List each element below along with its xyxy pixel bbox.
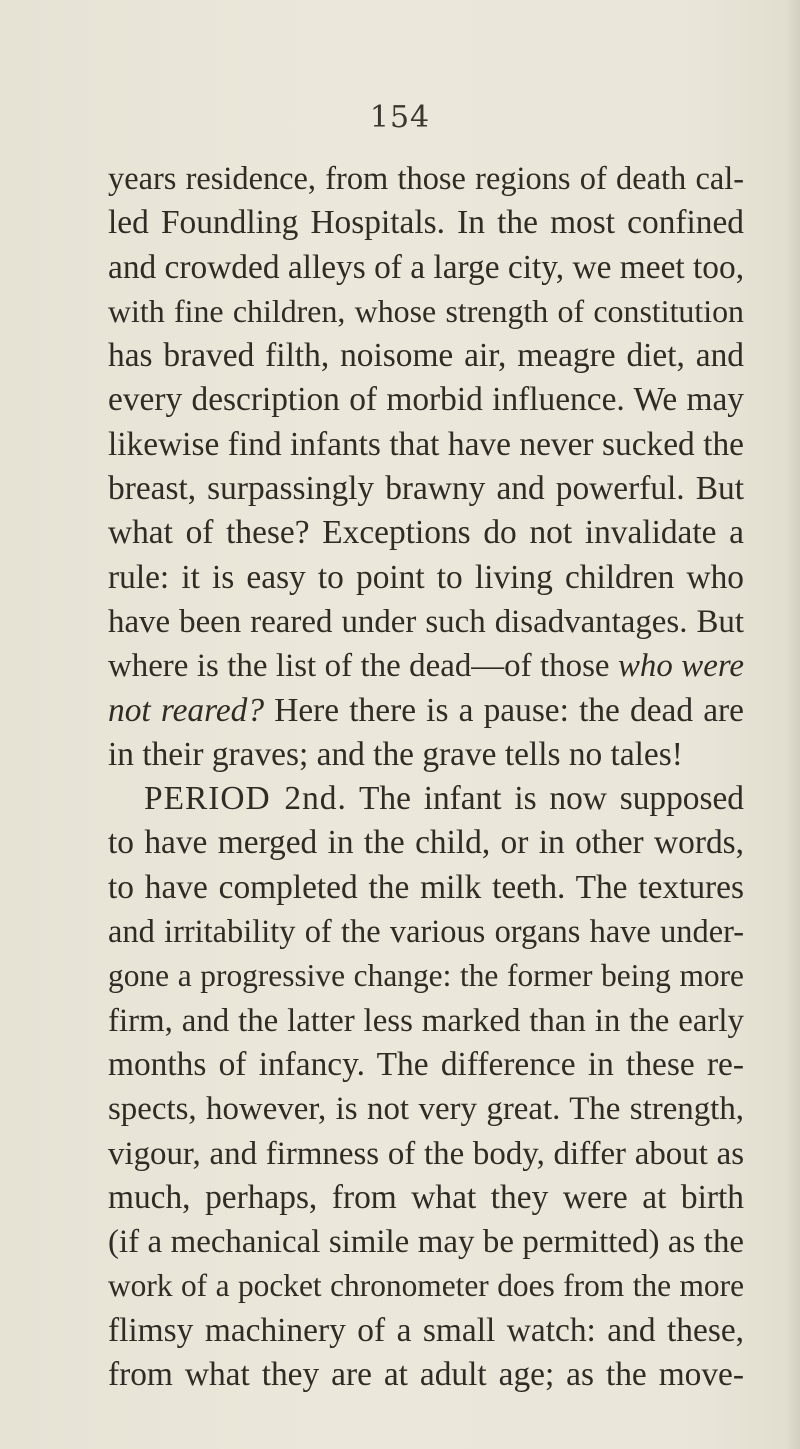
text-segment: rule: it is easy to point to living children who xyxy=(108,558,744,596)
text-line xyxy=(108,1264,744,1308)
text-line xyxy=(108,689,744,733)
text-segment: (if a mechanical simile may be permitted) as the xyxy=(108,1224,744,1261)
text-line xyxy=(108,1043,744,1087)
text-line xyxy=(108,1087,744,1131)
body-text xyxy=(108,157,744,1397)
text-line xyxy=(108,1220,744,1264)
text-segment: from what they are at adult age; as the move- xyxy=(108,1356,744,1394)
text-line xyxy=(108,733,744,777)
text-line xyxy=(108,423,744,467)
text-segment: months of infancy. The difference in these re- xyxy=(108,1045,744,1083)
text-segment: work of a pocket chronometer does from the more xyxy=(108,1268,744,1304)
italic-text-segment: not reared? xyxy=(108,691,265,729)
text-line xyxy=(108,821,744,865)
text-segment: years residence, from those regions of death cal- xyxy=(108,161,744,197)
text-line xyxy=(108,157,744,201)
text-line xyxy=(108,1353,744,1397)
text-line xyxy=(108,556,744,600)
text-segment: every description of morbid influence. We may xyxy=(108,381,744,419)
text-segment: to have completed the milk teeth. The textures xyxy=(108,868,744,906)
text-segment: led Foundling Hospitals. In the most confined xyxy=(108,204,744,242)
text-segment: and crowded alleys of a large city, we meet too, xyxy=(108,248,745,286)
text-line xyxy=(108,644,744,688)
text-line xyxy=(108,777,744,821)
text-line xyxy=(108,999,744,1043)
text-segment: where is the list of the dead—of those xyxy=(108,648,618,685)
text-line xyxy=(108,334,744,378)
text-segment: to have merged in the child, or in other words, xyxy=(108,824,744,862)
text-segment: have been reared under such disadvantages. But xyxy=(108,603,744,640)
text-segment: The infant is now supposed xyxy=(346,780,744,818)
text-segment: has braved filth, noisome air, meagre diet, and xyxy=(108,337,744,375)
text-segment: what of these? Exceptions do not invalidate a xyxy=(108,514,744,552)
text-line xyxy=(108,246,744,290)
text-segment: spects, however, is not very great. The strength, xyxy=(108,1091,744,1128)
text-segment: much, perhaps, from what they were at birth xyxy=(108,1178,744,1216)
text-segment: vigour, and firmness of the body, differ about as xyxy=(108,1135,744,1172)
text-segment: breast, surpassingly brawny and powerful. But xyxy=(108,470,744,508)
text-segment: likewise find infants that have never sucked the xyxy=(108,425,744,463)
text-line xyxy=(108,1176,744,1220)
text-line xyxy=(108,378,744,422)
text-line xyxy=(108,910,744,954)
section-lead-text: PERIOD 2nd. xyxy=(144,780,347,818)
text-segment: and irritability of the various organs have under- xyxy=(108,914,744,951)
text-segment: in their graves; and the grave tells no tales! xyxy=(108,735,683,773)
text-segment: flimsy machinery of a small watch: and these, xyxy=(108,1311,744,1349)
text-line xyxy=(108,201,744,245)
text-line xyxy=(108,600,744,644)
text-segment: gone a progressive change: the former being more xyxy=(108,958,744,994)
page-edge-shadow xyxy=(786,0,800,1449)
text-segment: with fine children, whose strength of constitution xyxy=(108,293,744,329)
italic-text-segment: who were xyxy=(617,648,744,685)
text-line xyxy=(108,467,744,511)
text-line xyxy=(108,290,744,334)
page-number: 154 xyxy=(369,100,431,135)
text-segment: Here there is a pause: the dead are xyxy=(264,691,744,729)
text-line xyxy=(108,866,744,910)
text-line xyxy=(108,954,744,998)
text-segment: firm, and the latter less marked than in the early xyxy=(108,1002,744,1039)
text-line xyxy=(108,1132,744,1176)
text-line xyxy=(108,511,744,555)
text-line xyxy=(108,1309,744,1353)
